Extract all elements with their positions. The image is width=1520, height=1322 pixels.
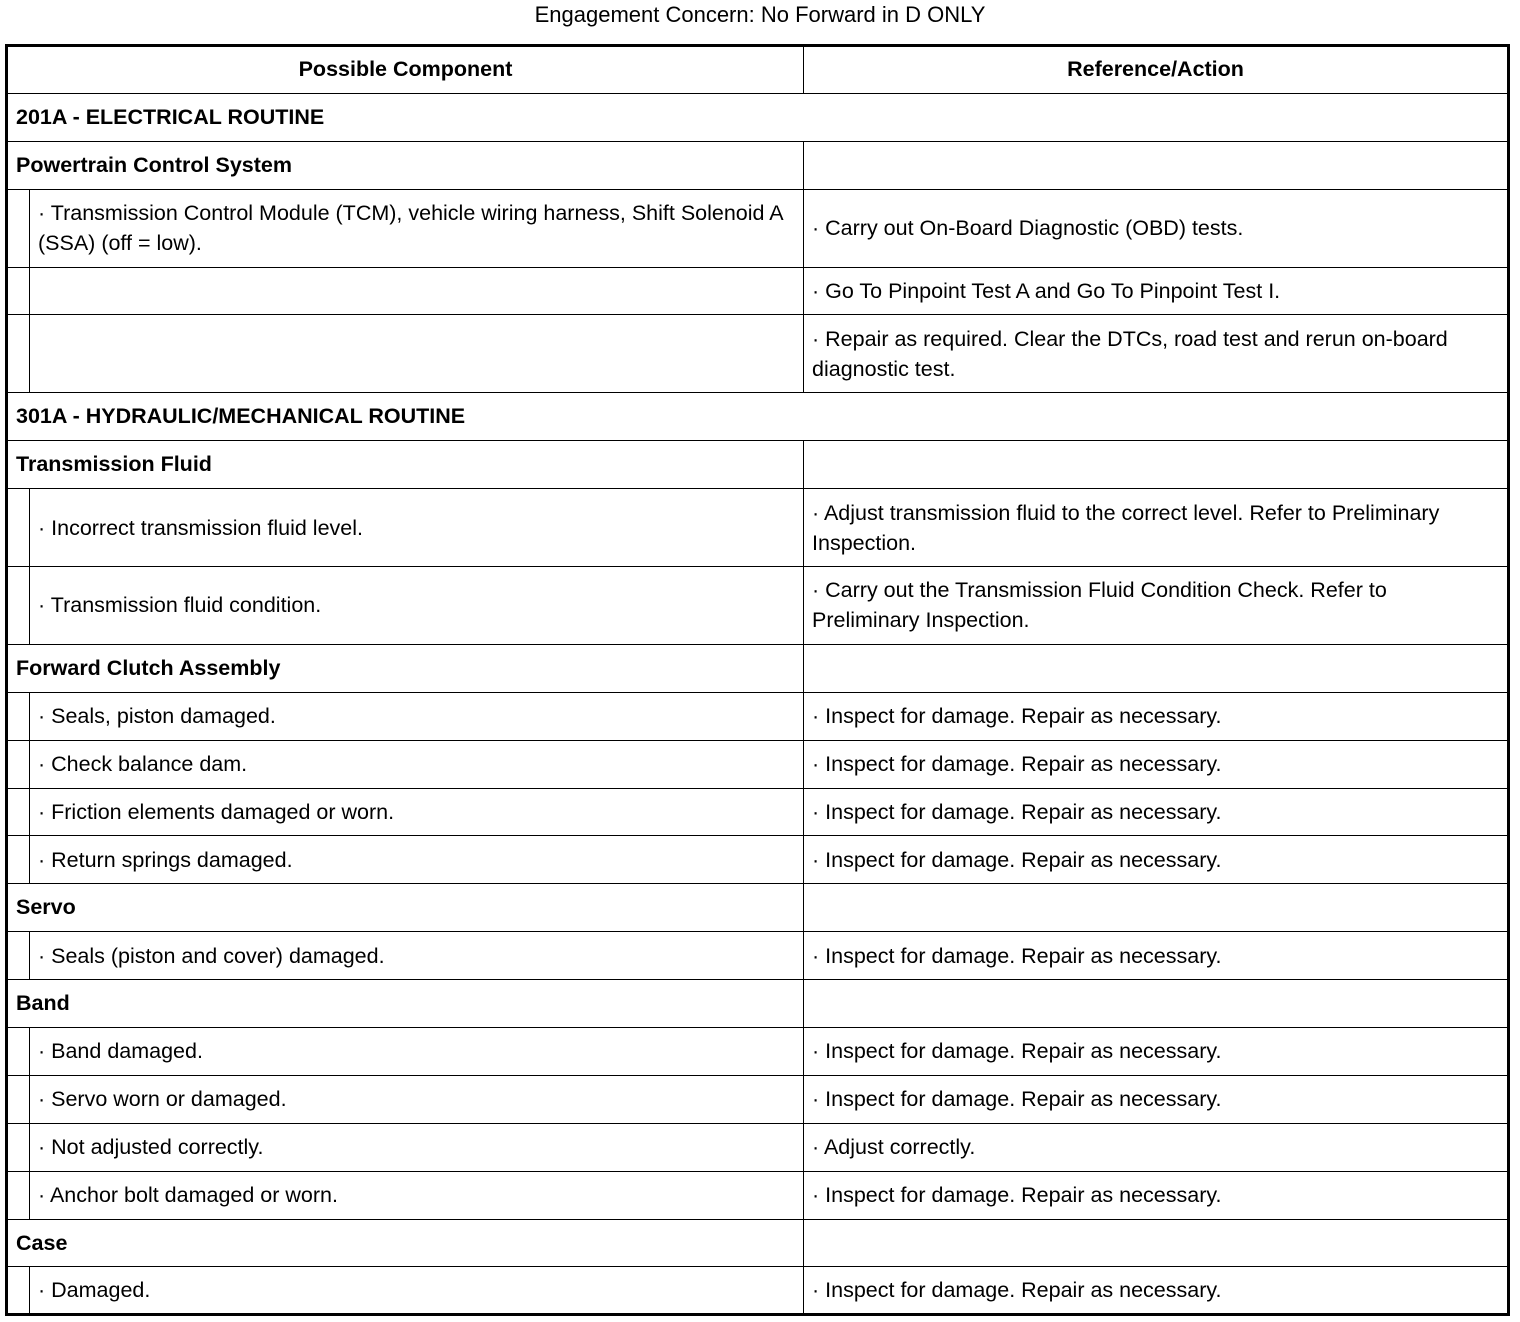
component-cell: · Transmission fluid condition. xyxy=(30,567,804,645)
table-row xyxy=(7,788,1509,836)
group-heading: Servo xyxy=(7,884,804,932)
group-row xyxy=(7,441,1509,489)
action-cell: · Adjust correctly. xyxy=(804,1123,1509,1171)
group-heading: Case xyxy=(7,1219,804,1267)
header-row xyxy=(7,46,1509,94)
action-cell: · Adjust transmission fluid to the correct level. Refer to Preliminary Inspection. xyxy=(804,489,1509,567)
action-cell: · Inspect for damage. Repair as necessary. xyxy=(804,692,1509,740)
component-cell: · Transmission Control Module (TCM), vehicle wiring harness, Shift Solenoid A (SSA) (off = low). xyxy=(30,189,804,267)
empty-action-cell xyxy=(804,980,1509,1028)
component-cell: · Friction elements damaged or worn. xyxy=(30,788,804,836)
indent-cell xyxy=(7,692,30,740)
indent-cell xyxy=(7,189,30,267)
action-cell: · Inspect for damage. Repair as necessary. xyxy=(804,1028,1509,1076)
table-row xyxy=(7,932,1509,980)
empty-action-cell xyxy=(804,141,1509,189)
action-cell: · Inspect for damage. Repair as necessary. xyxy=(804,1171,1509,1219)
action-cell: · Inspect for damage. Repair as necessary. xyxy=(804,932,1509,980)
header-reference-action: Reference/Action xyxy=(804,46,1509,94)
table-row xyxy=(7,1123,1509,1171)
indent-cell xyxy=(7,1171,30,1219)
section-heading: 201A - ELECTRICAL ROUTINE xyxy=(7,93,1509,141)
indent-cell xyxy=(7,267,30,315)
group-heading: Band xyxy=(7,980,804,1028)
group-heading: Forward Clutch Assembly xyxy=(7,644,804,692)
section-heading: 301A - HYDRAULIC/MECHANICAL ROUTINE xyxy=(7,393,1509,441)
table-row xyxy=(7,692,1509,740)
action-cell: · Inspect for damage. Repair as necessary. xyxy=(804,1267,1509,1315)
indent-cell xyxy=(7,932,30,980)
component-cell: · Incorrect transmission fluid level. xyxy=(30,489,804,567)
indent-cell xyxy=(7,836,30,884)
group-row xyxy=(7,1219,1509,1267)
component-cell xyxy=(30,267,804,315)
action-cell: · Carry out the Transmission Fluid Condition Check. Refer to Preliminary Inspection. xyxy=(804,567,1509,645)
table-row xyxy=(7,489,1509,567)
table-row xyxy=(7,1267,1509,1315)
table-row xyxy=(7,315,1509,393)
component-cell: · Damaged. xyxy=(30,1267,804,1315)
table-row xyxy=(7,1028,1509,1076)
table-row xyxy=(7,267,1509,315)
empty-action-cell xyxy=(804,1219,1509,1267)
component-cell: · Seals, piston damaged. xyxy=(30,692,804,740)
component-cell: · Check balance dam. xyxy=(30,740,804,788)
action-cell: · Carry out On-Board Diagnostic (OBD) tests. xyxy=(804,189,1509,267)
group-row xyxy=(7,980,1509,1028)
section-row xyxy=(7,393,1509,441)
indent-cell xyxy=(7,740,30,788)
indent-cell xyxy=(7,1123,30,1171)
component-cell: · Servo worn or damaged. xyxy=(30,1075,804,1123)
action-cell: · Inspect for damage. Repair as necessary. xyxy=(804,1075,1509,1123)
empty-action-cell xyxy=(804,441,1509,489)
diagnostic-table xyxy=(5,44,1510,1316)
action-cell: · Inspect for damage. Repair as necessary. xyxy=(804,788,1509,836)
empty-action-cell xyxy=(804,884,1509,932)
indent-cell xyxy=(7,315,30,393)
group-heading: Transmission Fluid xyxy=(7,441,804,489)
group-row xyxy=(7,141,1509,189)
empty-action-cell xyxy=(804,644,1509,692)
component-cell: · Seals (piston and cover) damaged. xyxy=(30,932,804,980)
action-cell: · Repair as required. Clear the DTCs, road test and rerun on-board diagnostic test. xyxy=(804,315,1509,393)
indent-cell xyxy=(7,1267,30,1315)
header-possible-component: Possible Component xyxy=(7,46,804,94)
indent-cell xyxy=(7,1028,30,1076)
table-row xyxy=(7,567,1509,645)
action-cell: · Inspect for damage. Repair as necessary. xyxy=(804,740,1509,788)
table-row xyxy=(7,740,1509,788)
table-row xyxy=(7,836,1509,884)
component-cell: · Anchor bolt damaged or worn. xyxy=(30,1171,804,1219)
component-cell: · Not adjusted correctly. xyxy=(30,1123,804,1171)
action-cell: · Go To Pinpoint Test A and Go To Pinpoint Test I. xyxy=(804,267,1509,315)
component-cell: · Band damaged. xyxy=(30,1028,804,1076)
indent-cell xyxy=(7,1075,30,1123)
indent-cell xyxy=(7,788,30,836)
group-row xyxy=(7,884,1509,932)
table-row xyxy=(7,1171,1509,1219)
table-row xyxy=(7,189,1509,267)
component-cell xyxy=(30,315,804,393)
component-cell: · Return springs damaged. xyxy=(30,836,804,884)
table-body xyxy=(7,93,1509,1314)
indent-cell xyxy=(7,567,30,645)
page-title: Engagement Concern: No Forward in D ONLY xyxy=(534,2,986,27)
indent-cell xyxy=(7,489,30,567)
table-row xyxy=(7,1075,1509,1123)
section-row xyxy=(7,93,1509,141)
action-cell: · Inspect for damage. Repair as necessary. xyxy=(804,836,1509,884)
group-row xyxy=(7,644,1509,692)
group-heading: Powertrain Control System xyxy=(7,141,804,189)
